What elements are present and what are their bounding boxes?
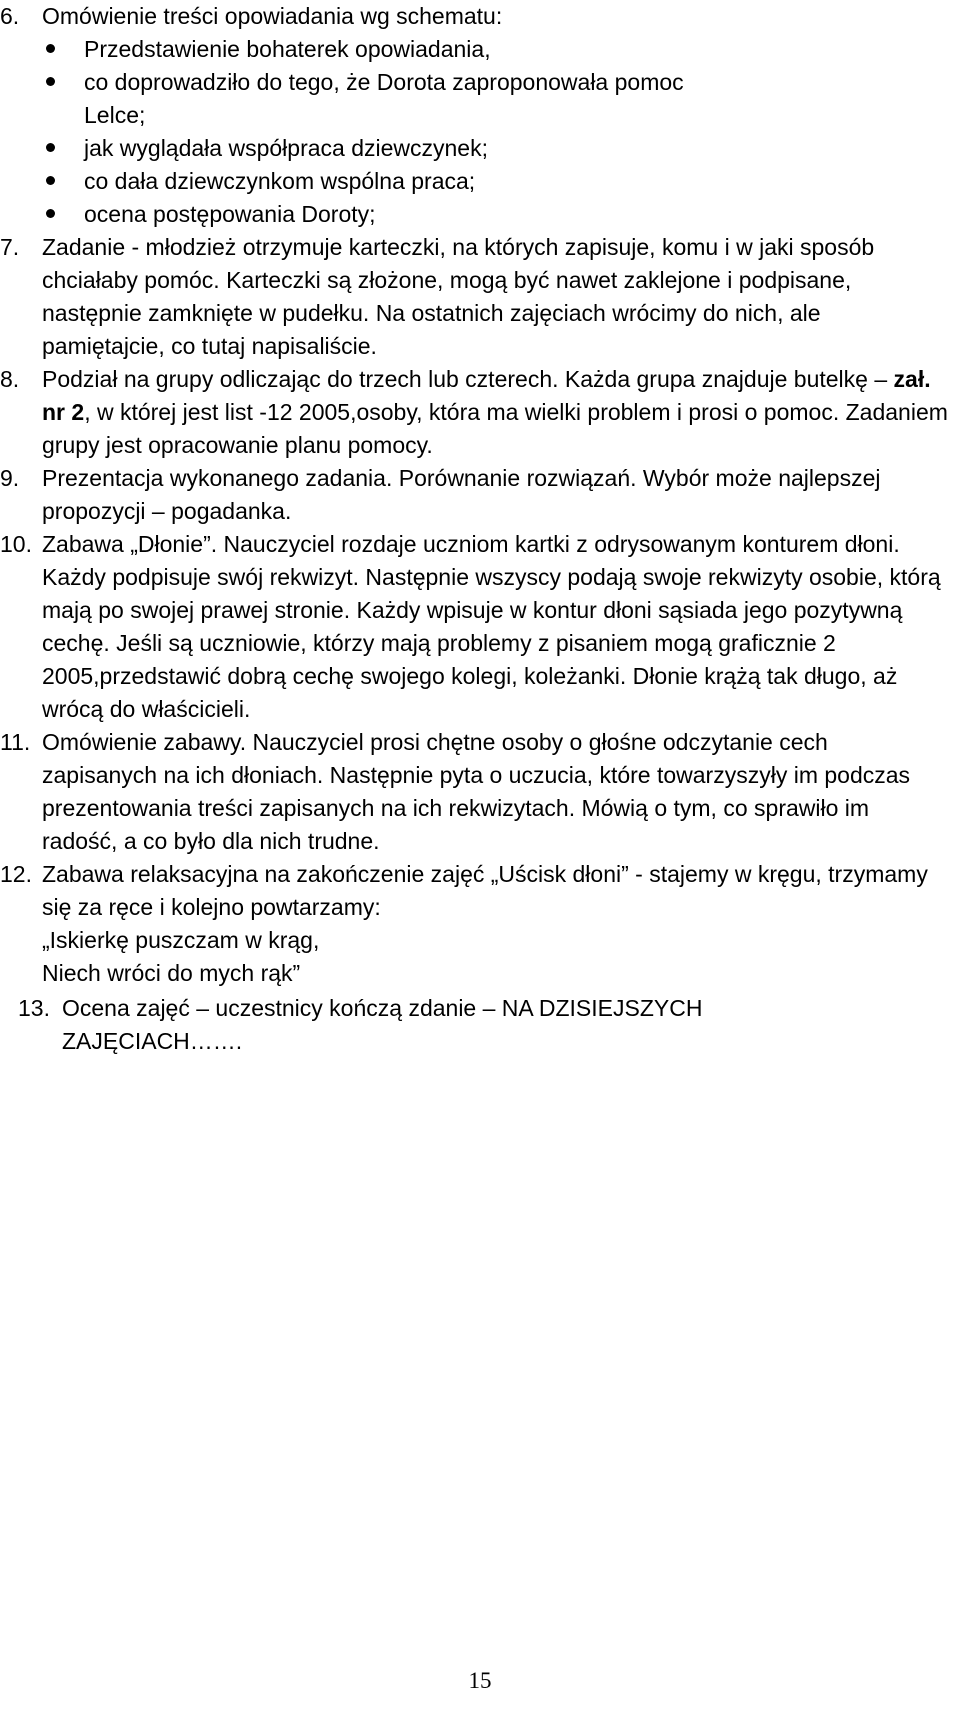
item-number: 9. bbox=[0, 465, 20, 491]
item-text-part: , w której jest list -12 2005,osoby, która ma wielki problem i prosi o pomoc. Zadaniem grupy jest opracowanie planu pomocy. bbox=[42, 399, 948, 458]
item-text: Zabawa relaksacyjna na zakończenie zajęć „Uścisk dłoni” - stajemy w kręgu, trzymamy się za ręce i kolejno powtarzamy: bbox=[42, 861, 928, 920]
bullet-item bbox=[0, 33, 960, 66]
bullet-text: co doprowadziło do tego, że Dorota zaproponowała pomoc Lelce; bbox=[84, 69, 684, 128]
bullet-text: Przedstawienie bohaterek opowiadania, bbox=[84, 36, 491, 62]
poem-line-2: Niech wróci do mych rąk” bbox=[42, 960, 301, 986]
list-item-7 bbox=[0, 231, 948, 363]
item-number: 12. bbox=[0, 861, 32, 887]
item-text: Zabawa „Dłonie”. Nauczyciel rozdaje uczniom kartki z odrysowanym konturem dłoni. Każdy podpisuje swój rekwizyt. Następnie wszyscy podają swoje rekwizyty osobie, którą mają po swojej prawej stronie. Każdy wpisuje w kontur dłoni sąsiada jego pozytywną cechę. Jeśli są uczniowie, którzy mają problemy z pisaniem mogą graficznie 2 2005,przedstawić dobrą cechę swojego kolegi, koleżanki. Dłonie krążą tak długo, aż wrócą do właścicieli. bbox=[42, 531, 941, 722]
bullet-list bbox=[0, 33, 960, 231]
item-text: Zadanie - młodzież otrzymuje karteczki, na których zapisuje, komu i w jaki sposób chciałaby pomóc. Karteczki są złożone, mogą być nawet zaklejone i podpisane, następnie zamknięte w pudełku. Na ostatnich zajęciach wrócimy do nich, ale pamiętajcie, co tutaj napisaliście. bbox=[42, 234, 875, 359]
bullet-dot-icon bbox=[46, 209, 55, 218]
list-item-8 bbox=[0, 363, 948, 462]
bullet-item bbox=[0, 198, 960, 231]
attachment-number: nr 2 bbox=[42, 399, 85, 425]
bullet-item bbox=[0, 165, 960, 198]
item-number: 13. bbox=[18, 995, 50, 1021]
item-heading: Omówienie treści opowiadania wg schematu: bbox=[42, 3, 503, 29]
list-item-13 bbox=[0, 992, 810, 1058]
poem-line-1: „Iskierkę puszczam w krąg, bbox=[42, 927, 320, 953]
item-number: 7. bbox=[0, 234, 20, 260]
list-item-6 bbox=[0, 0, 948, 33]
item-text-part: Podział na grupy odliczając do trzech lub czterech. Każda grupa znajduje butelkę – bbox=[42, 366, 894, 392]
item-number: 11. bbox=[0, 729, 31, 755]
item-number: 10. bbox=[0, 531, 32, 557]
attachment-label: zał. bbox=[893, 366, 931, 392]
item-text: Prezentacja wykonanego zadania. Porównanie rozwiązań. Wybór może najlepszej propozycji – pogadanka. bbox=[42, 465, 881, 524]
bullet-item bbox=[0, 66, 960, 132]
bullet-text: ocena postępowania Doroty; bbox=[84, 201, 376, 227]
item-text: Omówienie zabawy. Nauczyciel prosi chętne osoby o głośne odczytanie cech zapisanych na ich dłoniach. Następnie pyta o uczucia, które towarzyszyły im podczas prezentowania treści zapisanych na ich rekwizytach. Mówią o tym, co sprawiło im radość, a co było dla nich trudne. bbox=[42, 729, 911, 854]
item-number: 8. bbox=[0, 366, 20, 392]
bullet-text: co dała dziewczynkom wspólna praca; bbox=[84, 168, 476, 194]
bullet-dot-icon bbox=[46, 176, 55, 185]
bullet-dot-icon bbox=[46, 143, 55, 152]
list-item-10 bbox=[0, 528, 948, 726]
bullet-dot-icon bbox=[46, 44, 55, 53]
list-item-9 bbox=[0, 462, 948, 528]
bullet-text: jak wyglądała współpraca dziewczynek; bbox=[84, 135, 488, 161]
page-number: 15 bbox=[468, 1668, 492, 1693]
list-item-12 bbox=[0, 858, 948, 924]
bullet-item bbox=[0, 132, 960, 165]
list-item-11 bbox=[0, 726, 948, 858]
item-number: 6. bbox=[0, 3, 20, 29]
item-text: Ocena zajęć – uczestnicy kończą zdanie – NA DZISIEJSZYCH ZAJĘCIACH……. bbox=[62, 995, 703, 1054]
bullet-dot-icon bbox=[46, 77, 55, 86]
